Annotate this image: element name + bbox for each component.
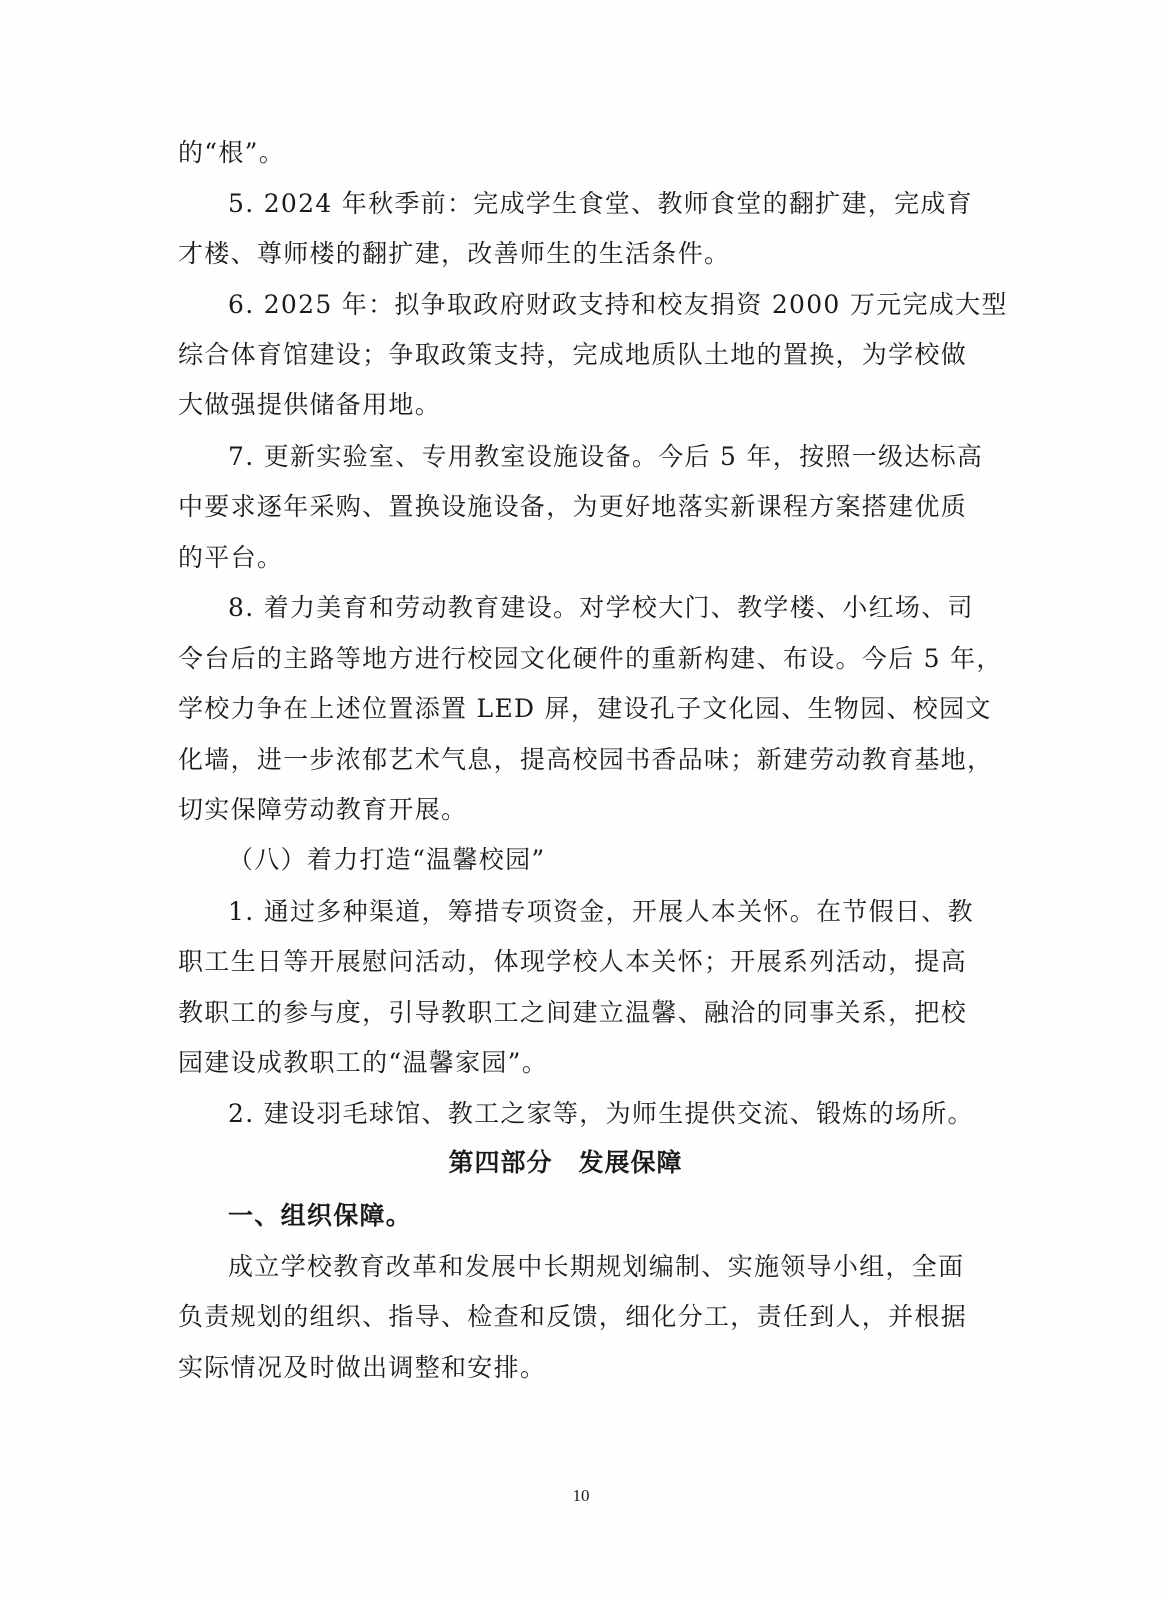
text-line: 大做强提供储备用地。 — [178, 390, 442, 419]
section-heading: （八）着力打造“温馨校园” — [228, 845, 546, 874]
text-line: 2. 建设羽毛球馆、教工之家等，为师生提供交流、锻炼的场所。 — [228, 1099, 974, 1128]
text-line: 教职工的参与度，引导教职工之间建立温馨、融洽的同事关系，把校 — [178, 998, 968, 1027]
text-line: 的平台。 — [178, 543, 284, 572]
text-line: 切实保障劳动教育开展。 — [178, 795, 468, 824]
text-line: 令台后的主路等地方进行校园文化硬件的重新构建、布设。今后 5 年， — [178, 644, 1003, 673]
text-line: 职工生日等开展慰问活动，体现学校人本关怀；开展系列活动，提高 — [178, 947, 968, 976]
text-line: 综合体育馆建设；争取政策支持，完成地质队土地的置换，为学校做 — [178, 340, 968, 369]
text-line: 中要求逐年采购、置换设施设备，为更好地落实新课程方案搭建优质 — [178, 492, 968, 521]
page-number: 10 — [572, 1486, 590, 1505]
text-line: 7. 更新实验室、专用教室设施设备。今后 5 年，按照一级达标高 — [228, 442, 984, 471]
text-line: 8. 着力美育和劳动教育建设。对学校大门、教学楼、小红场、司 — [228, 593, 974, 622]
text-line: 才楼、尊师楼的翻扩建，改善师生的生活条件。 — [178, 239, 731, 268]
text-line: 实际情况及时做出调整和安排。 — [178, 1353, 547, 1382]
subsection-heading: 一、组织保障。 — [228, 1201, 413, 1230]
text-line: 1. 通过多种渠道，筹措专项资金，开展人本关怀。在节假日、教 — [228, 897, 974, 926]
text-line: 5. 2024 年秋季前：完成学生食堂、教师食堂的翻扩建，完成育 — [228, 189, 973, 218]
text-line: 化墙，进一步浓郁艺术气息，提高校园书香品味；新建劳动教育基地， — [178, 745, 994, 774]
text-line: 6. 2025 年：拟争取政府财政支持和校友捐资 2000 万元完成大型 — [228, 290, 1008, 319]
text-line: 成立学校教育改革和发展中长期规划编制、实施领导小组，全面 — [228, 1252, 965, 1281]
text-line: 学校力争在上述位置添置 LED 屏，建设孔子文化园、生物园、校园文 — [178, 694, 992, 723]
text-line: 负责规划的组织、指导、检查和反馈，细化分工，责任到人，并根据 — [178, 1302, 968, 1331]
part-title: 第四部分 发展保障 — [448, 1148, 683, 1177]
text-line: 园建设成教职工的“温馨家园”。 — [178, 1048, 549, 1077]
text-line: 的“根”。 — [178, 138, 286, 167]
